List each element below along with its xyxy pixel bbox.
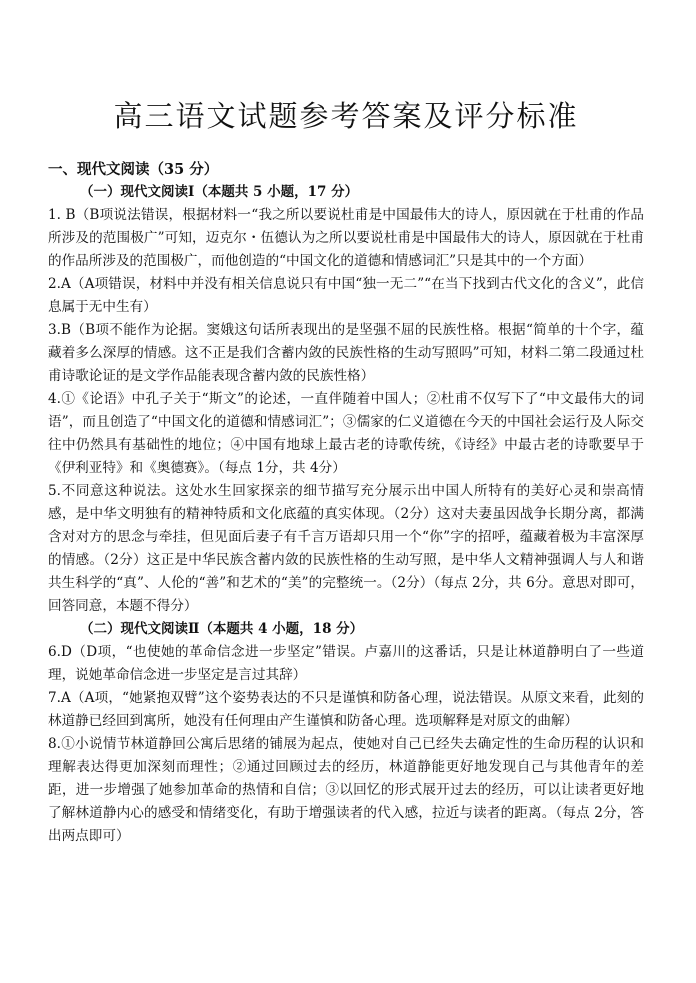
subsection-heading-reading-1: （一）现代文阅读Ⅰ（本题共 5 小题，17 分） [80, 184, 359, 200]
answer-item-5: 5.不同意这种说法。这处水生回家探亲的细节描写充分展示出中国人所特有的美好心灵和崇高情感，是中华文明独有的精神特质和文化底蕴的真实体现。（2分）这对夫妻虽因战争长期分离，都满含对对方的思念与牵挂，但见面后妻子有千言万语却只用一个“你”字的招呼，蕴藏着极为丰富深厚的情感。（2分）这正是中华民族含蓄内敛的民族性格的生动写照，是中华人文精神强调人与人和谐共生科学的“真”、人伦的“善”和艺术的“美”的完整统一。（2分）（每点 2分，共 6分。意思对即可，回答同意，本题不得分） [48, 483, 644, 614]
answer-item-8: 8.①小说情节林道静回公寓后思绪的铺展为起点，使她对自己已经失去确定性的生命历程的认识和理解表达得更加深刻而理性；②通过回顾过去的经历，林道静能更好地发现自己与其他青年的差距，进一步增强了她参加革命的热情和自信；③以回忆的形式展开过去的经历，可以让读者更好地了解林道静内心的感受和情绪变化，有助于增强读者的代入感，拉近与读者的距离。（每点 2分，答出两点即可） [48, 736, 644, 844]
subsection-heading-reading-2: （二）现代文阅读Ⅱ（本题共 4 小题，18 分） [80, 621, 364, 637]
page-title: 高三语文试题参考答案及评分标准 [113, 99, 579, 133]
answer-item-2: 2.A（A项错误，材料中并没有相关信息说只有中国“独一无二”“在当下找到古代文化的含义”，此信息属于无中生有） [48, 276, 644, 315]
answer-item-7: 7.A（A项，“她紧抱双臂”这个姿势表达的不只是谨慎和防备心理，说法错误。从原文来看，此刻的林道静已经回到寓所，她没有任何理由产生谨慎和防备心理。选项解释是对原文的曲解） [48, 690, 644, 729]
answer-item-4: 4.①《论语》中孔子关于“斯文”的论述，一直伴随着中国人；②杜甫不仅写下了“中文最伟大的词语”，而且创造了“中国文化的道德和情感词汇”；③儒家的仁义道德在今天的中国社会运行及人际交往中仍然具有基础性的地位；④中国有地球上最古老的诗歌传统，《诗经》中最古老的诗歌要早于《伊利亚特》和《奥德赛》。（每点 1分，共 4分） [48, 391, 644, 476]
answer-item-1: 1. B（B项说法错误，根据材料一“我之所以要说杜甫是中国最伟大的诗人，原因就在于杜甫的作品所涉及的范围极广”可知，迈克尔・伍德认为之所以要说杜甫是中国最伟大的诗人，原因就在于杜甫的作品所涉及的范围极广，而他创造的“中国文化的道德和情感词汇”只是其中的一个方面） [48, 207, 644, 269]
section-heading-modern-reading: 一、现代文阅读（35 分） [48, 161, 219, 178]
answer-item-3: 3.B（B项不能作为论据。窦娥这句话所表现出的是坚强不屈的民族性格。根据“简单的十个字，蕴藏着多么深厚的情感。这不正是我们含蓄内敛的民族性格的生动写照吗”可知，材料二第二段通过杜甫诗歌论证的是文学作品能表现含蓄内敛的民族性格） [48, 322, 644, 384]
answer-item-6: 6.D（D项，“也使她的革命信念进一步坚定”错误。卢嘉川的这番话，只是让林道静明白了一些道理，说她革命信念进一步坚定是言过其辞） [48, 644, 644, 683]
